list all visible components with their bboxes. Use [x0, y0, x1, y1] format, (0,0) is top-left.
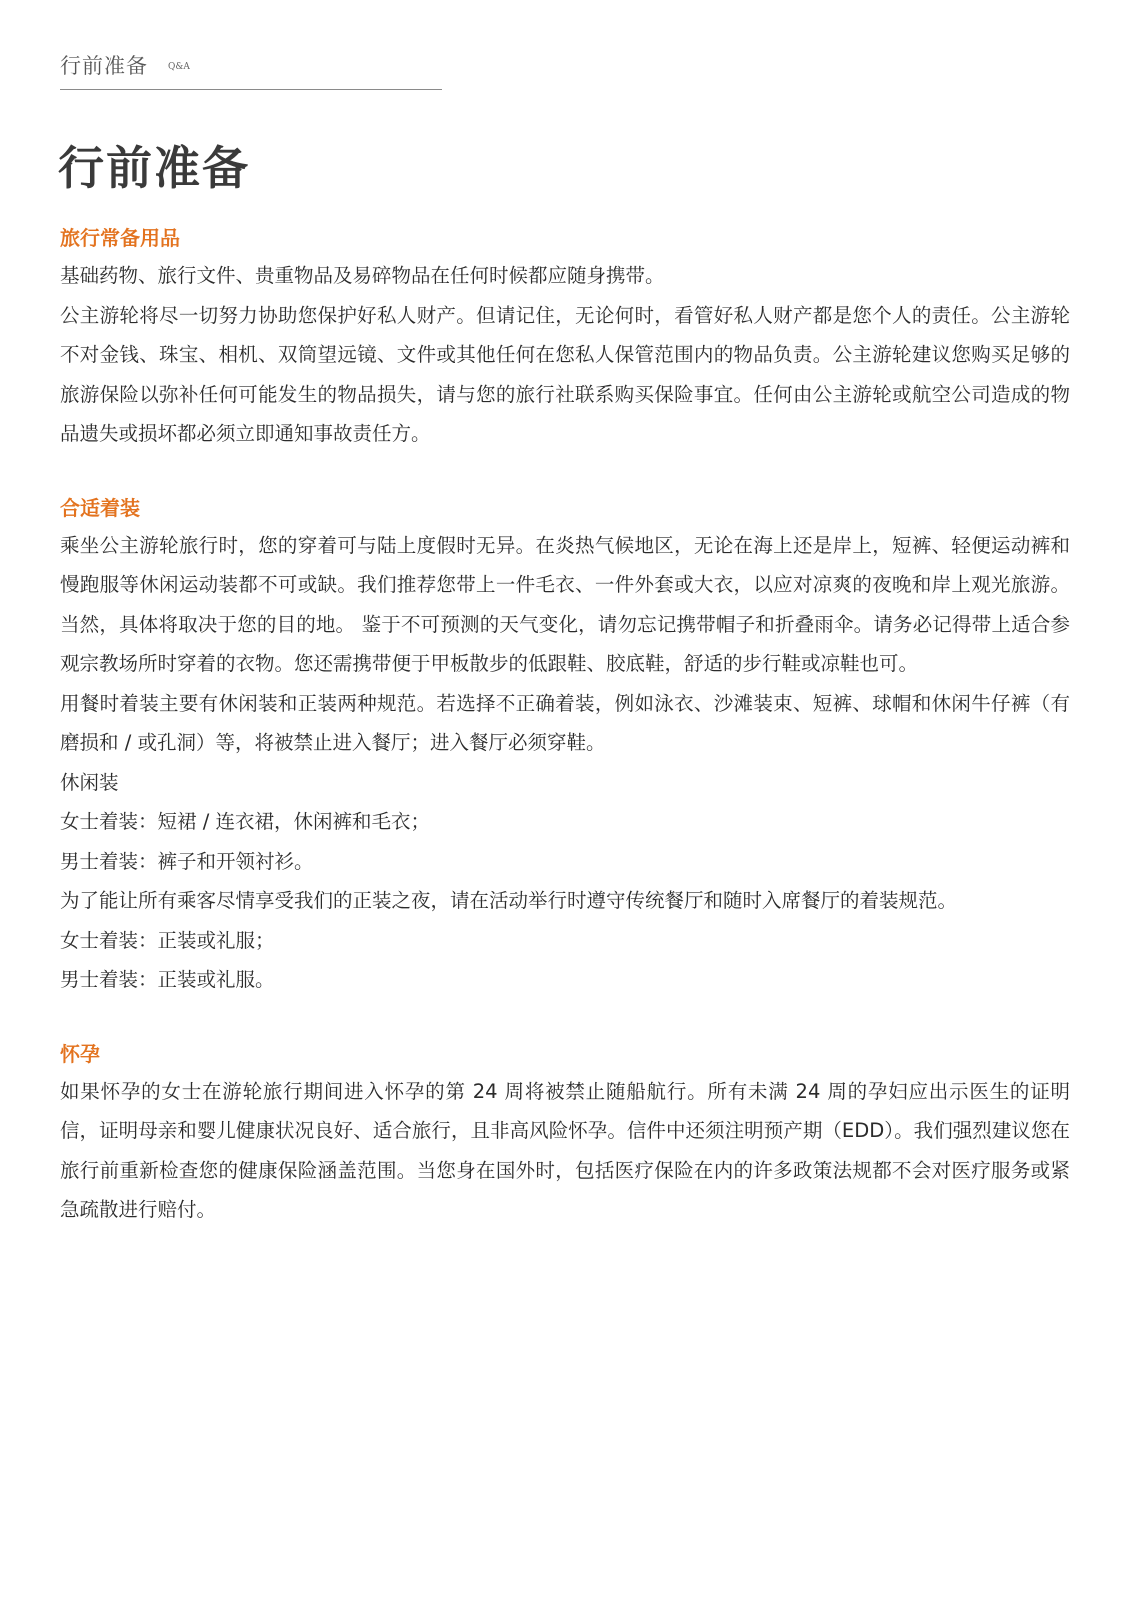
section-travel-essentials [60, 222, 1070, 454]
paragraph: 男士着装：裤子和开领衬衫。 [60, 849, 314, 873]
paragraph: 公主游轮将尽一切努力协助您保护好私人财产。但请记住，无论何时，看管好私人财产都是您个人的责任。公主游轮不对金钱、珠宝、相机、双筒望远镜、文件或其他任何在您私人保管范围内的物品负责。公主游轮建议您购买足够的旅游保险以弥补任何可能发生的物品损失，请与您的旅行社联系购买保险事宜。任何由公主游轮或航空公司造成的物品遗失或损坏都必须立即通知事故责任方。 [60, 303, 1070, 445]
paragraph: 如果怀孕的女士在游轮旅行期间进入怀孕的第 24 周将被禁止随船航行。所有未满 24 周的孕妇应出示医生的证明信，证明母亲和婴儿健康状况良好、适合旅行，且非高风险怀孕。信件中还须注明预产期（EDD）。我们强烈建议您在旅行前重新检查您的健康保险涵盖范围。当您身在国外时，包括医疗保险在内的许多政策法规都不会对医疗服务或紧急疏散进行赔付。 [60, 1079, 1070, 1221]
section-heading: 合适着装 [60, 495, 140, 520]
paragraph: 男士着装：正装或礼服。 [60, 968, 275, 991]
paragraph: 基础药物、旅行文件、贵重物品及易碎物品在任何时候都应随身携带。 [60, 264, 665, 287]
section-heading: 旅行常备用品 [60, 226, 180, 250]
paragraph: 乘坐公主游轮旅行时，您的穿着可与陆上度假时无异。在炎热气候地区，无论在海上还是岸上，短裤、轻便运动裤和慢跑服等休闲运动装都不可或缺。我们推荐您带上一件毛衣、一件外套或大衣，以应对凉爽的夜晚和岸上观光旅游。当然，具体将取决于您的目的地。 鉴于不可预测的天气变化，请勿忘记携带帽子和折叠雨伞。请务必记得带上适合参观宗教场所时穿着的衣物。您还需携带便于甲板散步的低跟鞋、胶底鞋，舒适的步行鞋或凉鞋也可。 [60, 533, 1070, 675]
section-pregnancy [60, 1038, 1070, 1230]
document-body [60, 222, 1070, 1230]
paragraph: 女士着装：正装或礼服； [60, 928, 275, 952]
paragraph: 用餐时着装主要有休闲装和正装两种规范。若选择不正确着装，例如泳衣、沙滩装束、短裤、球帽和休闲牛仔裤（有磨损和 / 或孔洞）等，将被禁止进入餐厅；进入餐厅必须穿鞋。 [60, 691, 1070, 754]
paragraph: 女士着装：短裙 / 连衣裙，休闲裤和毛衣； [60, 810, 430, 833]
running-header-title: 行前准备 [60, 54, 148, 78]
page-title: 行前准备 [58, 141, 250, 195]
paragraph: 为了能让所有乘客尽情享受我们的正装之夜，请在活动举行时遵守传统餐厅和随时入席餐厅的着装规范。 [60, 889, 958, 912]
section-dress-code [60, 492, 1070, 1000]
running-header [60, 48, 442, 90]
running-header-subtitle: Q&A [168, 62, 190, 72]
section-heading: 怀孕 [60, 1041, 100, 1066]
paragraph: 休闲装 [60, 770, 119, 794]
